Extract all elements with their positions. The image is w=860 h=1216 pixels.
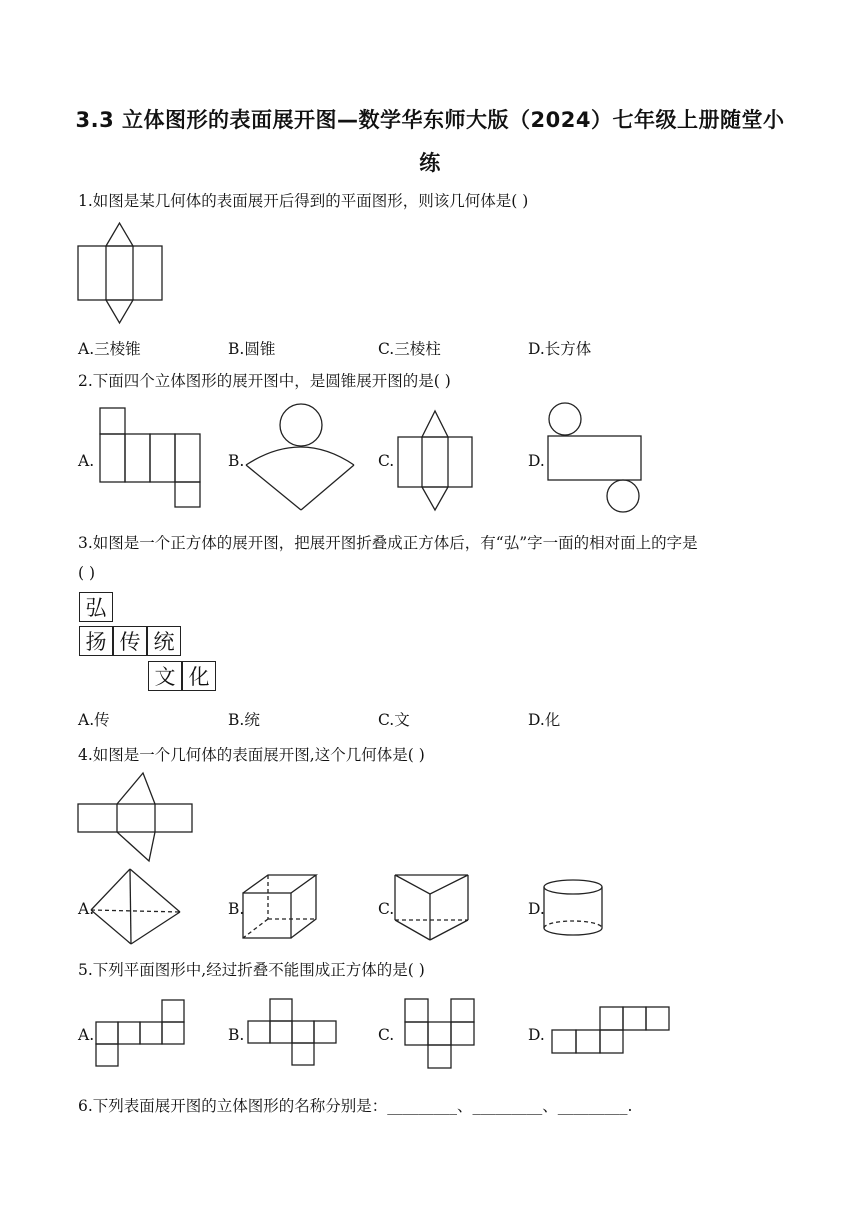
- q5-option-b-label[interactable]: B.: [228, 1026, 245, 1044]
- question-4-text: 4.如图是一个几何体的表面展开图,这个几何体是( ): [78, 746, 425, 764]
- q4-option-d-label[interactable]: D.: [528, 900, 545, 918]
- q2-option-d-label[interactable]: D.: [528, 452, 545, 470]
- q5-option-d-label[interactable]: D.: [528, 1026, 545, 1044]
- cube-face-tong: 统: [147, 626, 181, 656]
- q1-option-b[interactable]: B.圆锥: [228, 340, 276, 358]
- q3-option-d[interactable]: D.化: [528, 711, 561, 729]
- page-title-continued: 练: [419, 151, 441, 175]
- cube-face-hong: 弘: [79, 592, 113, 622]
- q4-option-d-cylinder: [542, 878, 604, 938]
- question-2-text: 2.下面四个立体图形的展开图中，是圆锥展开图的是( ): [78, 372, 451, 390]
- q5-option-a-net: [96, 999, 188, 1069]
- cube-face-chuan: 传: [113, 626, 147, 656]
- q2-option-b-cone-net: [244, 402, 356, 512]
- q1-option-a[interactable]: A.三棱锥: [78, 340, 141, 358]
- q1-prism-net-figure: [76, 222, 166, 324]
- q4-option-a-label[interactable]: A.: [78, 900, 95, 918]
- cube-face-yang: 扬: [79, 626, 113, 656]
- q4-pyramid-net-figure: [77, 772, 195, 864]
- page-title: 3.3 立体图形的表面展开图—数学华东师大版（2024）七年级上册随堂小: [75, 108, 785, 132]
- q2-option-d-cylinder-net: [546, 402, 644, 514]
- q5-option-c-net: [404, 998, 478, 1070]
- q4-option-a-pyramid: [88, 866, 183, 946]
- question-3-paren: ( ): [78, 564, 96, 582]
- q4-option-c-label[interactable]: C.: [378, 900, 395, 918]
- q5-option-c-label[interactable]: C.: [378, 1026, 395, 1044]
- q2-option-b-label[interactable]: B.: [228, 452, 245, 470]
- q4-option-b-cuboid: [240, 873, 322, 941]
- q3-option-a[interactable]: A.传: [78, 711, 110, 729]
- question-1-text: 1.如图是某几何体的表面展开后得到的平面图形，则该几何体是( ): [78, 192, 529, 210]
- q1-option-c[interactable]: C.三棱柱: [378, 340, 441, 358]
- q3-option-c[interactable]: C.文: [378, 711, 410, 729]
- cube-face-wen: 文: [148, 661, 182, 691]
- question-5-text: 5.下列平面图形中,经过折叠不能围成正方体的是( ): [78, 961, 425, 979]
- question-3-text: 3.如图是一个正方体的展开图，把展开图折叠成正方体后，有“弘”字一面的相对面上的字是: [78, 534, 698, 552]
- q2-option-c-prism-net: [396, 409, 476, 511]
- q5-option-a-label[interactable]: A.: [78, 1026, 95, 1044]
- q5-option-b-net: [248, 998, 338, 1068]
- question-6-text: 6.下列表面展开图的立体图形的名称分别是：_________、_________、_________.: [78, 1097, 633, 1115]
- q5-option-d-net: [550, 1006, 670, 1054]
- cube-face-hua: 化: [182, 661, 216, 691]
- q4-option-b-label[interactable]: B.: [228, 900, 245, 918]
- q1-option-d[interactable]: D.长方体: [528, 340, 592, 358]
- q2-option-a-cube-net: [100, 408, 204, 508]
- q4-option-c-triangular-prism: [392, 872, 472, 942]
- q3-option-b[interactable]: B.统: [228, 711, 260, 729]
- q2-option-c-label[interactable]: C.: [378, 452, 395, 470]
- q2-option-a-label[interactable]: A.: [78, 452, 95, 470]
